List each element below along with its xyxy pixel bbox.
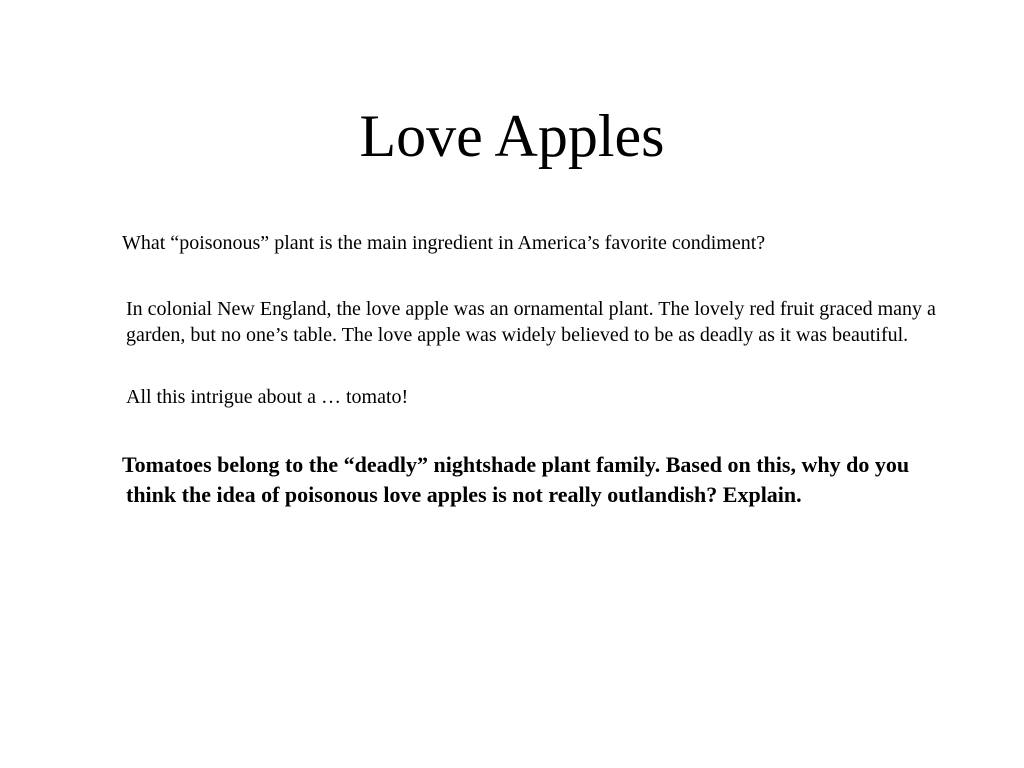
history-paragraph: In colonial New England, the love apple was an ornamental plant. The lovely red fruit graced many a garden, but no one’s table. The love apple was widely believed to be as deadly as it was beautiful. — [126, 298, 936, 346]
discussion-prompt: Tomatoes belong to the “deadly” nightshade plant family. Based on this, why do you think the idea of poisonous love apples is not really outlandish? Explain. — [122, 452, 910, 507]
reveal-paragraph: All this intrigue about a … tomato! — [126, 386, 409, 408]
slide-body — [122, 230, 942, 510]
question-paragraph: What “poisonous” plant is the main ingredient in America’s favorite condiment? — [122, 232, 766, 254]
slide-title: Love Apples — [359, 103, 665, 169]
